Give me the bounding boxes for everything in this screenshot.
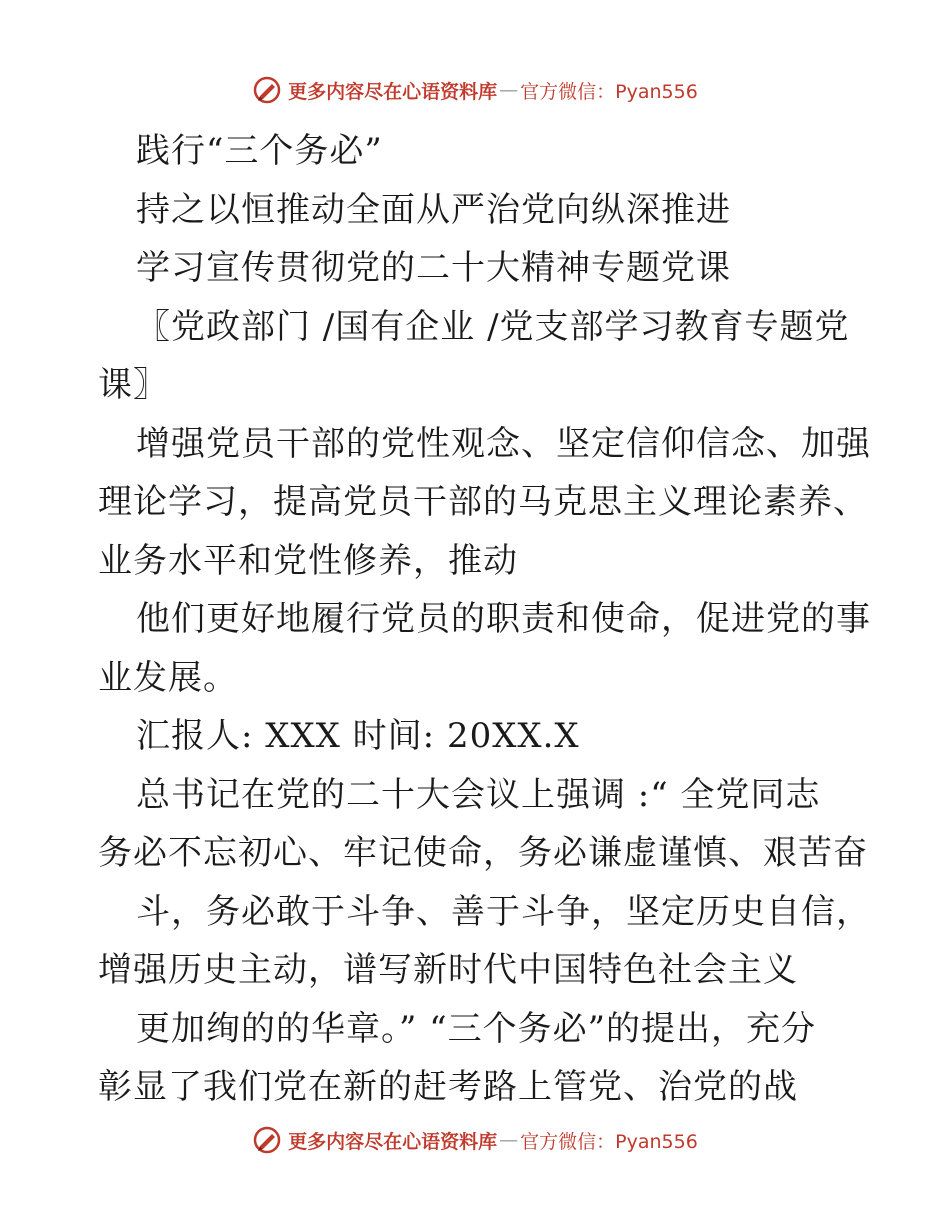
text-line: 理论学习，提高党员干部的马克思主义理论素养、 [98, 482, 868, 522]
text-line: 践行“三个务必” [136, 131, 383, 171]
text-line: 彰显了我们党在新的赶考路上管党、治党的战 [98, 1067, 798, 1107]
footer-banner [0, 1120, 950, 1160]
header-banner [0, 70, 950, 110]
banner-separator: — [499, 1129, 519, 1151]
text-line: 学习宣传贯彻党的二十大精神专题党课 [136, 248, 731, 288]
text-line: 业发展。 [98, 657, 238, 698]
text-line: 汇报人: XXX 时间: 20XX.X [136, 716, 580, 756]
banner-contact-text: 官方微信：Pyan556 [520, 1130, 698, 1153]
text-line: 他们更好地履行党员的职责和使命，促进党的事 [136, 599, 871, 639]
text-line: 更加绚的的华章。” “三个务必”的提出，充分 [136, 1008, 816, 1049]
text-line: 〖党政部门 /国有企业 /党支部学习教育专题党 [136, 306, 850, 347]
banner-contact-text: 官方微信：Pyan556 [520, 80, 698, 103]
pen-logo-icon [252, 1125, 282, 1155]
text-line: 斗，务必敢于斗争、善于斗争，坚定历史自信， [136, 891, 871, 932]
text-line: 课〗 [98, 365, 168, 405]
text-line: 持之以恒推动全面从严治党向纵深推进 [136, 189, 731, 230]
text-line: 增强历史主动，谱写新时代中国特色社会主义 [98, 950, 798, 990]
banner-main-text: 更多内容尽在心语资料库 [288, 1130, 498, 1153]
banner-main-text: 更多内容尽在心语资料库 [288, 80, 498, 103]
text-line: 增强党员干部的党性观念、坚定信仰信念、加强 [136, 423, 871, 464]
text-line: 业务水平和党性修养，推动 [98, 540, 518, 581]
text-line: 务必不忘初心、牢记使命，务必谦虚谨慎、艰苦奋 [98, 833, 868, 873]
document-body [98, 122, 871, 1117]
banner-separator: — [499, 79, 519, 101]
pen-logo-icon [252, 75, 282, 105]
text-line: 总书记在党的二十大会议上强调 :“ 全党同志 [136, 774, 821, 815]
